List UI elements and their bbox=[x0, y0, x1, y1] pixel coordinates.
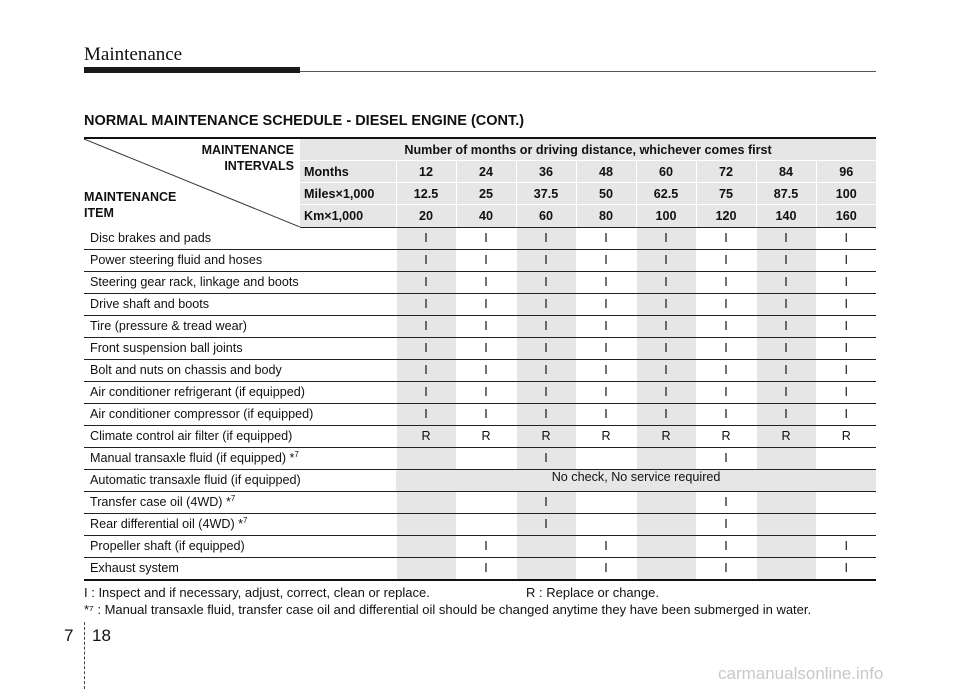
schedule-cell: I bbox=[816, 271, 876, 293]
schedule-cell: I bbox=[396, 359, 456, 381]
table-row bbox=[84, 381, 876, 403]
page-section-number: 7 bbox=[64, 626, 74, 645]
page-header-title: Maintenance bbox=[84, 44, 183, 65]
schedule-cell: R bbox=[816, 425, 876, 447]
schedule-cell: I bbox=[516, 249, 576, 271]
schedule-cell: I bbox=[636, 337, 696, 359]
schedule-cell: R bbox=[696, 425, 756, 447]
item-name: Air conditioner compressor (if equipped) bbox=[84, 403, 396, 425]
schedule-cell: I bbox=[696, 337, 756, 359]
schedule-cell bbox=[456, 447, 516, 469]
schedule-cell bbox=[636, 447, 696, 469]
schedule-cell bbox=[636, 513, 696, 535]
schedule-cell: I bbox=[816, 227, 876, 249]
corner-cell bbox=[84, 138, 300, 227]
item-name: Air conditioner refrigerant (if equipped) bbox=[84, 381, 396, 403]
schedule-cell: I bbox=[396, 315, 456, 337]
interval-value: 37.5 bbox=[516, 183, 576, 205]
table-row bbox=[84, 293, 876, 315]
schedule-cell: R bbox=[576, 425, 636, 447]
table-row bbox=[84, 271, 876, 293]
corner-intervals-label: MAINTENANCE INTERVALS bbox=[201, 143, 294, 173]
schedule-cell: R bbox=[456, 425, 516, 447]
no-service-note: No check, No service required bbox=[396, 469, 876, 491]
schedule-cell: I bbox=[516, 447, 576, 469]
interval-value: 20 bbox=[396, 205, 456, 227]
schedule-cell bbox=[756, 557, 816, 580]
interval-value: 40 bbox=[456, 205, 516, 227]
schedule-cell: I bbox=[816, 557, 876, 580]
schedule-cell: I bbox=[576, 249, 636, 271]
schedule-cell: I bbox=[756, 315, 816, 337]
schedule-cell: I bbox=[696, 293, 756, 315]
schedule-cell: I bbox=[456, 315, 516, 337]
schedule-cell: I bbox=[756, 403, 816, 425]
schedule-cell: I bbox=[576, 359, 636, 381]
schedule-cell: I bbox=[516, 293, 576, 315]
item-name: Rear differential oil (4WD) *$^7$ bbox=[84, 513, 396, 535]
interval-value: 75 bbox=[696, 183, 756, 205]
schedule-cell: I bbox=[696, 315, 756, 337]
schedule-cell: I bbox=[696, 249, 756, 271]
schedule-cell: I bbox=[456, 249, 516, 271]
table-row bbox=[84, 469, 876, 491]
schedule-cell bbox=[636, 491, 696, 513]
schedule-cell: I bbox=[516, 271, 576, 293]
watermark: carmanualsonline.info bbox=[718, 664, 884, 683]
table-row bbox=[84, 425, 876, 447]
corner-item-label: MAINTENANCE ITEM bbox=[84, 190, 177, 220]
schedule-cell bbox=[576, 447, 636, 469]
item-name: Disc brakes and pads bbox=[84, 227, 396, 249]
schedule-cell: I bbox=[396, 227, 456, 249]
legend-inspect: I : Inspect and if necessary, adjust, correct, clean or replace. bbox=[84, 585, 430, 600]
item-name: Automatic transaxle fluid (if equipped) bbox=[84, 469, 396, 491]
schedule-cell: I bbox=[396, 403, 456, 425]
schedule-cell bbox=[756, 447, 816, 469]
interval-value: 60 bbox=[516, 205, 576, 227]
schedule-cell: I bbox=[516, 491, 576, 513]
table-row bbox=[84, 535, 876, 557]
schedule-cell bbox=[516, 557, 576, 580]
interval-value: 100 bbox=[816, 183, 876, 205]
schedule-cell: I bbox=[576, 337, 636, 359]
schedule-cell: I bbox=[576, 271, 636, 293]
schedule-cell: I bbox=[396, 293, 456, 315]
schedule-cell: I bbox=[816, 337, 876, 359]
schedule-cell: I bbox=[696, 227, 756, 249]
page-number: 18 bbox=[92, 626, 111, 645]
interval-value: 84 bbox=[756, 161, 816, 183]
schedule-cell: I bbox=[456, 227, 516, 249]
interval-value: 12.5 bbox=[396, 183, 456, 205]
legend-replace: R : Replace or change. bbox=[526, 585, 659, 600]
item-name: Front suspension ball joints bbox=[84, 337, 396, 359]
schedule-cell: I bbox=[396, 337, 456, 359]
schedule-cell bbox=[816, 447, 876, 469]
item-name: Bolt and nuts on chassis and body bbox=[84, 359, 396, 381]
schedule-cell: I bbox=[576, 315, 636, 337]
table-row bbox=[84, 249, 876, 271]
schedule-cell: I bbox=[576, 227, 636, 249]
item-name: Tire (pressure & tread wear) bbox=[84, 315, 396, 337]
schedule-cell bbox=[456, 491, 516, 513]
interval-value: 36 bbox=[516, 161, 576, 183]
item-name: Power steering fluid and hoses bbox=[84, 249, 396, 271]
schedule-cell bbox=[756, 513, 816, 535]
schedule-cell: R bbox=[636, 425, 696, 447]
header-bar bbox=[84, 67, 300, 73]
schedule-cell: I bbox=[696, 381, 756, 403]
section-title: NORMAL MAINTENANCE SCHEDULE - DIESEL ENGINE (CONT.) bbox=[84, 113, 525, 129]
schedule-cell: I bbox=[696, 491, 756, 513]
schedule-cell: I bbox=[816, 381, 876, 403]
schedule-cell: I bbox=[636, 293, 696, 315]
schedule-cell bbox=[456, 513, 516, 535]
schedule-cell: I bbox=[576, 293, 636, 315]
schedule-cell bbox=[816, 491, 876, 513]
schedule-cell: I bbox=[816, 535, 876, 557]
table-row bbox=[84, 315, 876, 337]
schedule-cell: I bbox=[516, 315, 576, 337]
table-row bbox=[84, 447, 876, 469]
interval-value: 50 bbox=[576, 183, 636, 205]
item-name: Manual transaxle fluid (if equipped) *$^7$ bbox=[84, 447, 396, 469]
schedule-cell: R bbox=[396, 425, 456, 447]
schedule-cell: I bbox=[516, 359, 576, 381]
schedule-cell: I bbox=[696, 557, 756, 580]
schedule-cell: I bbox=[816, 249, 876, 271]
schedule-cell: I bbox=[756, 359, 816, 381]
schedule-cell: I bbox=[516, 513, 576, 535]
schedule-cell: I bbox=[636, 249, 696, 271]
schedule-cell: R bbox=[756, 425, 816, 447]
item-name: Transfer case oil (4WD) *$^7$ bbox=[84, 491, 396, 513]
schedule-cell: I bbox=[756, 227, 816, 249]
interval-value: 80 bbox=[576, 205, 636, 227]
table-row bbox=[84, 557, 876, 580]
schedule-cell: I bbox=[696, 359, 756, 381]
schedule-cell bbox=[576, 513, 636, 535]
table-row bbox=[84, 337, 876, 359]
schedule-cell: I bbox=[456, 381, 516, 403]
schedule-cell: I bbox=[516, 403, 576, 425]
schedule-cell: I bbox=[696, 447, 756, 469]
schedule-cell bbox=[816, 513, 876, 535]
schedule-cell bbox=[576, 491, 636, 513]
schedule-cell bbox=[396, 513, 456, 535]
schedule-cell: I bbox=[756, 271, 816, 293]
table-row bbox=[84, 403, 876, 425]
schedule-cell: I bbox=[816, 293, 876, 315]
schedule-cell: I bbox=[456, 359, 516, 381]
schedule-cell: I bbox=[456, 403, 516, 425]
interval-value: 62.5 bbox=[636, 183, 696, 205]
page-number-divider bbox=[84, 622, 86, 689]
schedule-cell: I bbox=[396, 381, 456, 403]
schedule-cell: I bbox=[636, 359, 696, 381]
schedule-cell: I bbox=[576, 535, 636, 557]
interval-value: 87.5 bbox=[756, 183, 816, 205]
table-row bbox=[84, 227, 876, 249]
schedule-cell bbox=[396, 535, 456, 557]
legend-note: *⁷ : Manual transaxle fluid, transfer case oil and differential oil should be changed anytime they have been submerged in water. bbox=[84, 602, 812, 617]
schedule-cell bbox=[396, 491, 456, 513]
schedule-cell: I bbox=[696, 271, 756, 293]
interval-value: 60 bbox=[636, 161, 696, 183]
schedule-cell bbox=[756, 491, 816, 513]
schedule-cell: I bbox=[756, 249, 816, 271]
schedule-cell: I bbox=[696, 403, 756, 425]
item-name: Steering gear rack, linkage and boots bbox=[84, 271, 396, 293]
interval-value: 96 bbox=[816, 161, 876, 183]
interval-value: 48 bbox=[576, 161, 636, 183]
schedule-cell: I bbox=[576, 403, 636, 425]
interval-value: 12 bbox=[396, 161, 456, 183]
table-row bbox=[84, 513, 876, 535]
schedule-cell bbox=[516, 535, 576, 557]
schedule-cell: I bbox=[456, 293, 516, 315]
interval-row-label: Miles×1,000 bbox=[300, 183, 396, 205]
interval-value: 100 bbox=[636, 205, 696, 227]
interval-row-label: Km×1,000 bbox=[300, 205, 396, 227]
schedule-cell: I bbox=[696, 535, 756, 557]
schedule-cell: I bbox=[756, 337, 816, 359]
interval-value: 120 bbox=[696, 205, 756, 227]
schedule-cell: I bbox=[756, 381, 816, 403]
schedule-cell: I bbox=[816, 359, 876, 381]
interval-header: Number of months or driving distance, whichever comes first bbox=[300, 138, 876, 161]
table-row bbox=[84, 491, 876, 513]
schedule-cell: I bbox=[816, 403, 876, 425]
schedule-cell: I bbox=[456, 557, 516, 580]
schedule-cell: I bbox=[696, 513, 756, 535]
schedule-cell bbox=[636, 557, 696, 580]
schedule-cell: I bbox=[396, 249, 456, 271]
maintenance-schedule-table bbox=[84, 137, 876, 581]
schedule-cell bbox=[396, 557, 456, 580]
interval-value: 25 bbox=[456, 183, 516, 205]
schedule-cell: I bbox=[456, 535, 516, 557]
interval-value: 72 bbox=[696, 161, 756, 183]
schedule-cell: I bbox=[516, 381, 576, 403]
item-name: Climate control air filter (if equipped) bbox=[84, 425, 396, 447]
interval-value: 160 bbox=[816, 205, 876, 227]
schedule-cell: I bbox=[456, 271, 516, 293]
schedule-cell bbox=[756, 535, 816, 557]
schedule-cell bbox=[396, 447, 456, 469]
schedule-cell: I bbox=[636, 381, 696, 403]
interval-value: 24 bbox=[456, 161, 516, 183]
schedule-cell: I bbox=[636, 271, 696, 293]
schedule-cell: I bbox=[636, 315, 696, 337]
schedule-cell: I bbox=[456, 337, 516, 359]
schedule-cell bbox=[636, 535, 696, 557]
schedule-cell: R bbox=[516, 425, 576, 447]
table-row bbox=[84, 359, 876, 381]
schedule-cell: I bbox=[576, 557, 636, 580]
schedule-cell: I bbox=[756, 293, 816, 315]
header-rule bbox=[300, 71, 876, 72]
interval-row-label: Months bbox=[300, 161, 396, 183]
interval-value: 140 bbox=[756, 205, 816, 227]
schedule-cell: I bbox=[636, 227, 696, 249]
schedule-cell: I bbox=[516, 227, 576, 249]
schedule-cell: I bbox=[636, 403, 696, 425]
item-name: Exhaust system bbox=[84, 557, 396, 580]
header-row bbox=[84, 138, 876, 161]
schedule-cell: I bbox=[576, 381, 636, 403]
schedule-cell: I bbox=[516, 337, 576, 359]
schedule-cell: I bbox=[396, 271, 456, 293]
item-name: Drive shaft and boots bbox=[84, 293, 396, 315]
schedule-cell: I bbox=[816, 315, 876, 337]
item-name: Propeller shaft (if equipped) bbox=[84, 535, 396, 557]
